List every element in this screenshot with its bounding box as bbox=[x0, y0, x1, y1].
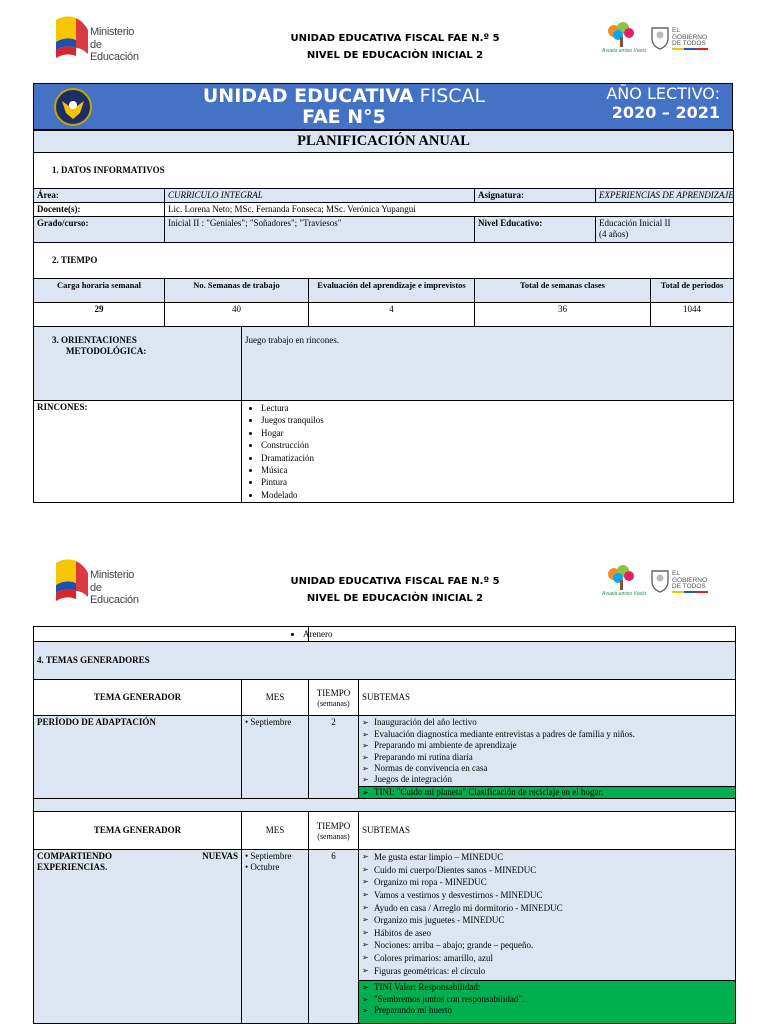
subtema-item: ➢ Evaluación diagnostica mediante entrevistas a padres de familia y niños. bbox=[362, 729, 732, 740]
subtema-item: ➢ Juegos de integración bbox=[362, 774, 732, 785]
subtema-item: ➢ Ayudo en casa / Arreglo mi dormitorio - MINEDUC bbox=[362, 902, 732, 915]
tree-logo bbox=[602, 565, 647, 601]
col-tiempo-line1: TIEMPO bbox=[316, 820, 351, 831]
nivel-label: Nivel Educativo: bbox=[475, 217, 596, 243]
block2-mes bbox=[242, 850, 309, 1024]
block1-tema: PERÍODO DE ADAPTACIÓN bbox=[34, 716, 242, 799]
sec4-title: 4. TEMAS GENERADORES bbox=[34, 642, 736, 680]
subtema-item: ➢ Preparando mi ambiente de aprendizaje bbox=[362, 740, 732, 751]
col-tiempo bbox=[309, 680, 359, 716]
block1-subtemas bbox=[359, 716, 736, 786]
banner-year bbox=[606, 85, 720, 123]
col-subtemas: SUBTEMAS bbox=[359, 680, 736, 716]
ecuador-flag-icon bbox=[52, 14, 90, 58]
col-tema: TEMA GENERADOR bbox=[34, 680, 242, 716]
subtema-item: ➢ Organizo mi ropa - MINEDUC bbox=[362, 876, 732, 889]
sec1-title: 1. DATOS INFORMATIVOS bbox=[34, 153, 734, 189]
banner-school bbox=[184, 86, 504, 128]
col-tiempo bbox=[309, 812, 359, 850]
docentes-value: Lic. Lorena Neto; MSc. Fernanda Fonseca; MSc. Verónica Yupangui bbox=[165, 203, 734, 217]
rincon-item: • Juegos tranquilos bbox=[261, 414, 730, 426]
spacer-row bbox=[34, 799, 736, 812]
asignatura-value: EXPERIENCIAS DE APRENDIZAJE bbox=[596, 189, 734, 203]
tiempo-header-carga: Carga horaria semanal bbox=[34, 279, 165, 303]
tiempo-header-semanas: No. Semanas de trabajo bbox=[165, 279, 309, 303]
block1-tini-list bbox=[362, 787, 732, 798]
tini-item: ➢ Preparando mi huerto bbox=[362, 1005, 732, 1016]
gov-line1: EL bbox=[672, 27, 680, 34]
subtema-item: ➢ Inauguración del año lectivo bbox=[362, 717, 732, 728]
rincon-item: • Hogar bbox=[261, 427, 730, 439]
sec3-title-line2: METODOLÓGICA: bbox=[66, 346, 147, 356]
level-line: NIVEL DE EDUCACIÒN INICIAL 2 bbox=[306, 593, 484, 604]
subtema-item: ➢ Hábitos de aseo bbox=[362, 927, 732, 940]
tini-item: ➢ TINI: "Cuido mi planeta" Clasificación de reciclaje en el hogar. bbox=[362, 787, 732, 798]
col-mes: MES bbox=[242, 812, 309, 850]
planificacion-table bbox=[33, 130, 734, 503]
gov-text bbox=[672, 28, 707, 48]
col-tiempo-line2: (semanas) bbox=[317, 698, 350, 708]
tiempo-header-total-semanas: Total de semanas clases bbox=[475, 279, 651, 303]
fae-shield-icon bbox=[54, 87, 92, 127]
rincones-list bbox=[245, 402, 730, 501]
subtema-item: ➢ Colores primarios: amarillo, azul bbox=[362, 952, 732, 965]
area-value: CURRICULO INTEGRAL bbox=[165, 189, 475, 203]
rincones-continued-blank bbox=[34, 627, 309, 642]
area-label: Área: bbox=[34, 189, 165, 203]
subtema-item: ➢ Organizo mis juguetes - MINEDUC bbox=[362, 914, 732, 927]
level-line: NIVEL DE EDUCACIÒN INICIAL 2 bbox=[306, 50, 484, 61]
coat-of-arms-icon bbox=[650, 26, 670, 50]
tiempo-header-evaluacion: Evaluación del aprendizaje e imprevistos bbox=[309, 279, 475, 303]
col-subtemas: SUBTEMAS bbox=[359, 812, 736, 850]
rincones-continued-list bbox=[287, 628, 732, 640]
block2-tema-word1: COMPARTIENDO bbox=[37, 851, 113, 862]
ministry-line2: de Educación bbox=[90, 582, 139, 606]
tini-item: ➢ TINI Valor: Responsabilidad: bbox=[362, 982, 732, 993]
school-line: UNIDAD EDUCATIVA FISCAL FAE N.º 5 bbox=[290, 576, 500, 587]
rincones-list-cell bbox=[242, 401, 734, 503]
sec2-title: 2. TIEMPO bbox=[34, 243, 734, 279]
rincon-item: • Construcción bbox=[261, 439, 730, 451]
nivel-value bbox=[596, 217, 734, 243]
docentes-label: Docente(s): bbox=[34, 203, 165, 217]
gov-line1: EL bbox=[672, 570, 680, 577]
nivel-value-line1: Educación Inicial II bbox=[599, 218, 671, 228]
tiempo-value-evaluacion: 4 bbox=[309, 303, 475, 327]
block1-mes: • Septiembre bbox=[242, 716, 309, 799]
page-header-1 bbox=[0, 0, 768, 63]
ministerio-logo bbox=[52, 557, 152, 606]
gov-line3: DE TODOS bbox=[672, 583, 706, 590]
rincones-continued-cell bbox=[303, 627, 736, 642]
grado-label: Grado/curso: bbox=[34, 217, 165, 243]
rincon-item: • Modelado bbox=[261, 489, 730, 501]
tree-caption: Asuela amiso Vuelo bbox=[602, 591, 647, 597]
subtema-item: ➢ Nociones: arriba – abajo; grande – pequeño. bbox=[362, 939, 732, 952]
banner-school-light: FISCAL bbox=[419, 85, 486, 107]
tree-logo bbox=[602, 22, 647, 58]
ministry-line1: Ministerio bbox=[90, 569, 135, 581]
school-line: UNIDAD EDUCATIVA FISCAL FAE N.º 5 bbox=[290, 33, 500, 44]
gov-line2: GOBIERNO bbox=[672, 33, 708, 41]
rincon-item: • Arenero bbox=[303, 628, 732, 640]
col-tiempo-line1: TIEMPO bbox=[316, 687, 351, 698]
banner-school-line2: FAE N°5 bbox=[302, 106, 386, 128]
block2-tema bbox=[34, 850, 242, 1024]
nivel-value-line2: (4 años) bbox=[599, 229, 629, 239]
block2-tini-list bbox=[362, 982, 732, 1016]
year-label: AÑO LECTIVO: bbox=[606, 84, 720, 103]
gobierno-logo bbox=[650, 26, 720, 56]
ministry-line2: de Educación bbox=[90, 39, 139, 63]
ecuador-flag-icon bbox=[52, 557, 90, 601]
asignatura-label: Asignatura: bbox=[475, 189, 596, 203]
tini-item: ➢ "Sembremos juntos con responsabilidad". bbox=[362, 994, 732, 1005]
col-mes: MES bbox=[242, 680, 309, 716]
sec3-title-line1: 3. ORIENTACIONES bbox=[52, 335, 137, 345]
block2-subtemas-list bbox=[362, 851, 732, 977]
subtema-item: ➢ Normas de convivencia en casa bbox=[362, 763, 732, 774]
col-tema: TEMA GENERADOR bbox=[34, 812, 242, 850]
rincon-item: • Dramatización bbox=[261, 452, 730, 464]
tiempo-value-carga: 29 bbox=[34, 303, 165, 327]
block2-tema-line2: EXPERIENCIAS. bbox=[37, 862, 108, 873]
block1-tiempo: 2 bbox=[309, 716, 359, 799]
rincon-item: • Pintura bbox=[261, 476, 730, 488]
rincon-item: • Música bbox=[261, 464, 730, 476]
grado-value: Inicial II : "Geniales"; "Soñadores"; "Traviesos" bbox=[165, 217, 475, 243]
block2-subtemas bbox=[359, 850, 736, 981]
col-tiempo-line2: (semanas) bbox=[317, 831, 350, 841]
coat-of-arms-icon bbox=[650, 569, 670, 593]
tiempo-value-periodos: 1044 bbox=[651, 303, 734, 327]
block2-tini bbox=[359, 981, 736, 1024]
page-header-2 bbox=[0, 543, 768, 606]
block2-mes-2: • Octubre bbox=[245, 862, 280, 873]
year-value: 2020 – 2021 bbox=[611, 103, 720, 122]
subtema-item: ➢ Me gusta estar limpio – MINEDUC bbox=[362, 851, 732, 864]
gov-text bbox=[672, 571, 707, 591]
block1-subtemas-list bbox=[362, 717, 732, 785]
banner-school-bold: UNIDAD EDUCATIVA bbox=[202, 85, 414, 107]
tiempo-value-semanas: 40 bbox=[165, 303, 309, 327]
header-title bbox=[200, 573, 590, 607]
tiempo-value-total-semanas: 36 bbox=[475, 303, 651, 327]
tree-icon bbox=[604, 22, 638, 48]
tiempo-header-periodos: Total de periodos bbox=[651, 279, 734, 303]
ministerio-logo bbox=[52, 14, 152, 63]
school-banner bbox=[33, 83, 733, 130]
gov-line3: DE TODOS bbox=[672, 40, 706, 47]
gobierno-logo bbox=[650, 569, 720, 599]
block2-mes-1: • Septiembre bbox=[245, 851, 292, 862]
gov-color-bar bbox=[672, 591, 708, 593]
block2-tiempo: 6 bbox=[309, 850, 359, 1024]
subtema-item: ➢ Vamos a vestirnos y desvestirnos - MINEDUC bbox=[362, 889, 732, 902]
sec3-value: Juego trabajo en rincones. bbox=[242, 327, 734, 401]
subtema-item: ➢ Cuido mi cuerpo/Dientes sanos - MINEDUC bbox=[362, 864, 732, 877]
doc-title: PLANIFICACIÓN ANUAL bbox=[34, 131, 734, 153]
temas-table bbox=[33, 626, 736, 1024]
ministry-line1: Ministerio bbox=[90, 26, 135, 38]
subtema-item: ➢ Figuras geométricas: el círculo bbox=[362, 965, 732, 978]
header-title bbox=[200, 30, 590, 64]
rincon-item: • Lectura bbox=[261, 402, 730, 414]
tree-caption: Asuela amiso Vuelo bbox=[602, 48, 647, 54]
block1-tini bbox=[359, 786, 736, 798]
subtema-item: ➢ Preparando mi rutina diaria bbox=[362, 752, 732, 763]
tree-icon bbox=[604, 565, 638, 591]
gov-line2: GOBIERNO bbox=[672, 576, 708, 584]
block2-tema-word2: NUEVAS bbox=[202, 851, 238, 862]
gov-color-bar bbox=[672, 48, 708, 50]
rincones-label: RINCONES: bbox=[34, 401, 242, 503]
sec3-title bbox=[34, 327, 242, 401]
